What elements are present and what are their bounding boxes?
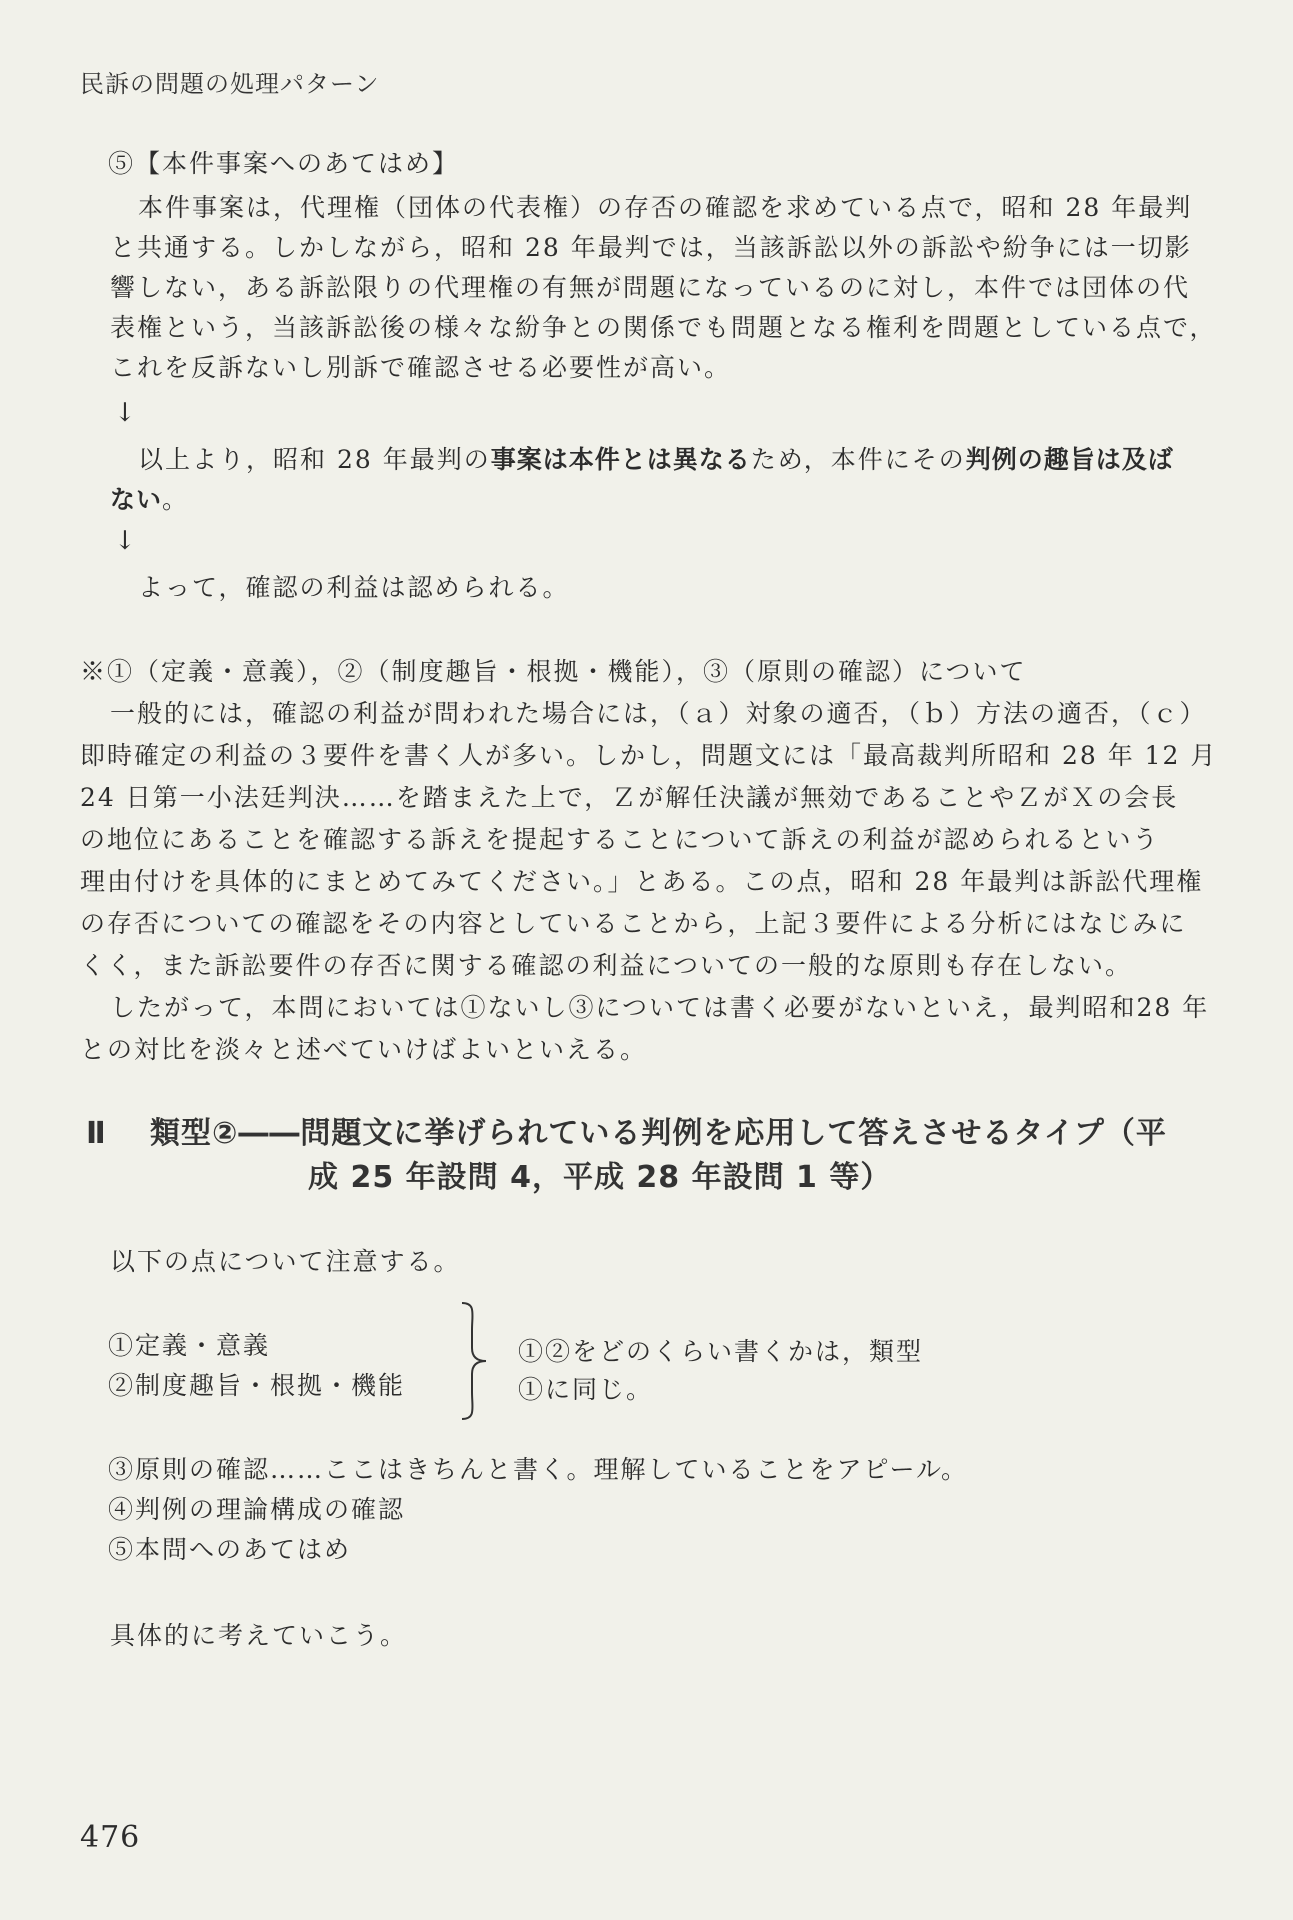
down-arrow-icon: ↓ [114,398,136,428]
note-line-6: の存否についての確認をその内容としていることから，上記３要件による分析にはなじみに [80,909,1187,938]
right-brace-icon [458,1300,492,1422]
brace-item-1: ①定義・意義 [108,1331,271,1360]
down-arrow-icon: ↓ [114,526,136,556]
section5-conclusion-1 [138,440,1174,480]
section5-line-4: 表権という，当該訴訟後の様々な紛争との関係でも問題となる権利を問題としている点で， [110,313,1217,342]
list-item-3: ③原則の確認……ここはきちんと書く。理解していることをアピール。 [108,1455,969,1484]
section5-line-2: と共通する。しかしながら，昭和 28 年最判では，当該訴訟以外の訴訟や紛争には一切影 [110,233,1192,262]
section5-line-1: 本件事案は，代理権（団体の代表権）の存否の確認を求めている点で，昭和 28 年最判 [138,193,1193,222]
note-title: ※①（定義・意義），②（制度趣旨・根拠・機能），③（原則の確認）について [80,657,1027,686]
note-line-4: の地位にあることを確認する訴えを提起することについて訴えの利益が認められるという [80,825,1160,854]
section2-intro: 以下の点について注意する。 [110,1247,461,1276]
closing-line: 具体的に考えていこう。 [110,1621,408,1650]
note-line-5: 理由付けを具体的にまとめてみてください。」とある。この点，昭和 28 年最判は訴訟代理権 [80,867,1204,896]
note-line-2: 即時確定の利益の３要件を書く人が多い。しかし，問題文には「最高裁判所昭和 28 年 12 月 [80,741,1218,770]
note-line-8: したがって，本問においては①ないし③については書く必要がないといえ，最判昭和28 年 [110,993,1210,1022]
section5-conclusion-1-cont [110,480,189,520]
note-line-3: 24 日第一小法廷判決……を踏まえた上で，Ｚが解任決議が無効であることやＺがＸの会長 [80,783,1179,812]
conclusion-text: 以上より，昭和 28 年最判の [138,445,491,474]
note-line-9: との対比を淡々と述べていけばよいといえる。 [80,1035,648,1064]
conclusion-text: 。 [162,485,190,514]
list-item-5: ⑤本問へのあてはめ [108,1535,352,1564]
section5-line-3: 響しない，ある訴訟限りの代理権の有無が問題になっているのに対し，本件では団体の代 [110,273,1191,302]
running-header: 民訴の問題の処理パターン [80,70,380,98]
conclusion-emphasis: ない [110,485,163,514]
section2-title-line-1: 類型②――問題文に挙げられている判例を応用して答えさせるタイプ（平 [150,1116,1167,1151]
section5-line-5: これを反訴ないし別訴で確認させる必要性が高い。 [110,353,732,382]
brace-note-2: ①に同じ。 [518,1375,654,1404]
section5-heading: ⑤【本件事案へのあてはめ】 [108,149,460,178]
note-line-7: くく，また訴訟要件の存否に関する確認の利益についての一般的な原則も存在しない。 [80,951,1133,980]
note-line-1: 一般的には，確認の利益が問われた場合には，（ａ）対象の適否，（ｂ）方法の適否，（ｃ） [110,699,1207,728]
conclusion-text: ため，本件にその [750,445,966,474]
conclusion-emphasis: 事案は本件とは異なる [490,445,751,474]
section5-conclusion-2: よって，確認の利益は認められる。 [138,573,570,602]
brace-item-2: ②制度趣旨・根拠・機能 [108,1371,406,1400]
section2-title-line-2: 成 25 年設問 4，平成 28 年設問 1 等） [308,1160,892,1195]
brace-note-1: ①②をどのくらい書くかは，類型 [518,1337,924,1366]
section2-numeral: Ⅱ [86,1116,107,1151]
conclusion-emphasis: 判例の趣旨は及ば [965,445,1174,474]
list-item-4: ④判例の理論構成の確認 [108,1495,406,1524]
page-number: 476 [80,1820,141,1855]
